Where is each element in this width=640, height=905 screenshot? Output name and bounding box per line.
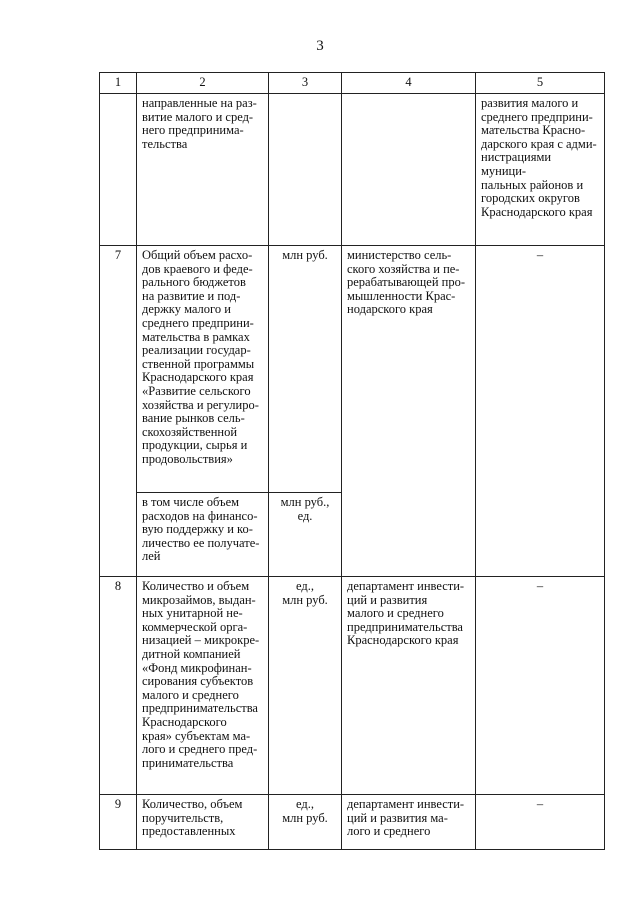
responsible-text: министерство сель- ского хозяйства и пе- рерабатывающей про- мышленности Крас- нодарского края [347, 248, 466, 317]
indicator-text: направленные на раз- витие малого и сред- него предпринима- тельства [142, 96, 257, 151]
source-text: – [536, 797, 544, 811]
table-row [100, 94, 605, 246]
header-cell: 3 [269, 73, 342, 94]
unit-text: ед., млн руб. [282, 797, 328, 825]
header-cell: 4 [342, 73, 476, 94]
responsible-text: департамент инвести- ций и развития малого и среднего предпринимательства Краснодарского края [347, 579, 465, 648]
page-number: 3 [316, 38, 324, 54]
source-text: развития малого и среднего предприни- мательства Красно- дарского края с адми- нистрациями муници- пальных районов и городских округов Краснодарского края [481, 96, 597, 219]
header-cell: 5 [476, 73, 605, 94]
header-cell: 1 [100, 73, 137, 94]
table-header-row [100, 73, 605, 94]
row-number [100, 94, 137, 246]
row-number: 9 [100, 795, 137, 850]
table-row [100, 795, 605, 850]
table-row [100, 577, 605, 795]
source-text: – [536, 579, 544, 593]
indicator-text: Количество, объем поручительств, предоставленных [142, 797, 243, 839]
row-number: 8 [100, 577, 137, 795]
indicator-text: Общий объем расхо- дов краевого и феде- рального бюджетов на развитие и под- держку малого и среднего предприни- мательства в рамках реализации государ- ственной программы Краснодарского края «Развитие сельского хозяйства и регулиро- вание рынков сель- скохозяйственной продукции, сырья и продовольствия» [142, 248, 259, 466]
indicator-text: Количество и объем микрозаймов, выдан- ных унитарной не- коммерческой орга- низацией – микрокре- дитной компанией «Фонд микрофинан- сирования субъектов малого и среднего предпринимательства Краснодарского края» субъектам ма- лого и среднего пред- принимательства [142, 579, 260, 770]
unit-text: млн руб. [282, 248, 328, 262]
unit-text: млн руб., ед. [280, 495, 330, 523]
responsible-text: департамент инвести- ций и развития ма- лого и среднего [347, 797, 465, 839]
row-number: 7 [100, 246, 137, 577]
source-text: – [536, 248, 544, 262]
table-row [100, 246, 605, 493]
unit-text: ед., млн руб. [282, 579, 328, 607]
indicator-text: в том числе объем расходов на финансо- вую поддержку и ко- личество ее получате- лей [142, 495, 260, 564]
indicators-table [99, 72, 605, 850]
header-cell: 2 [137, 73, 269, 94]
